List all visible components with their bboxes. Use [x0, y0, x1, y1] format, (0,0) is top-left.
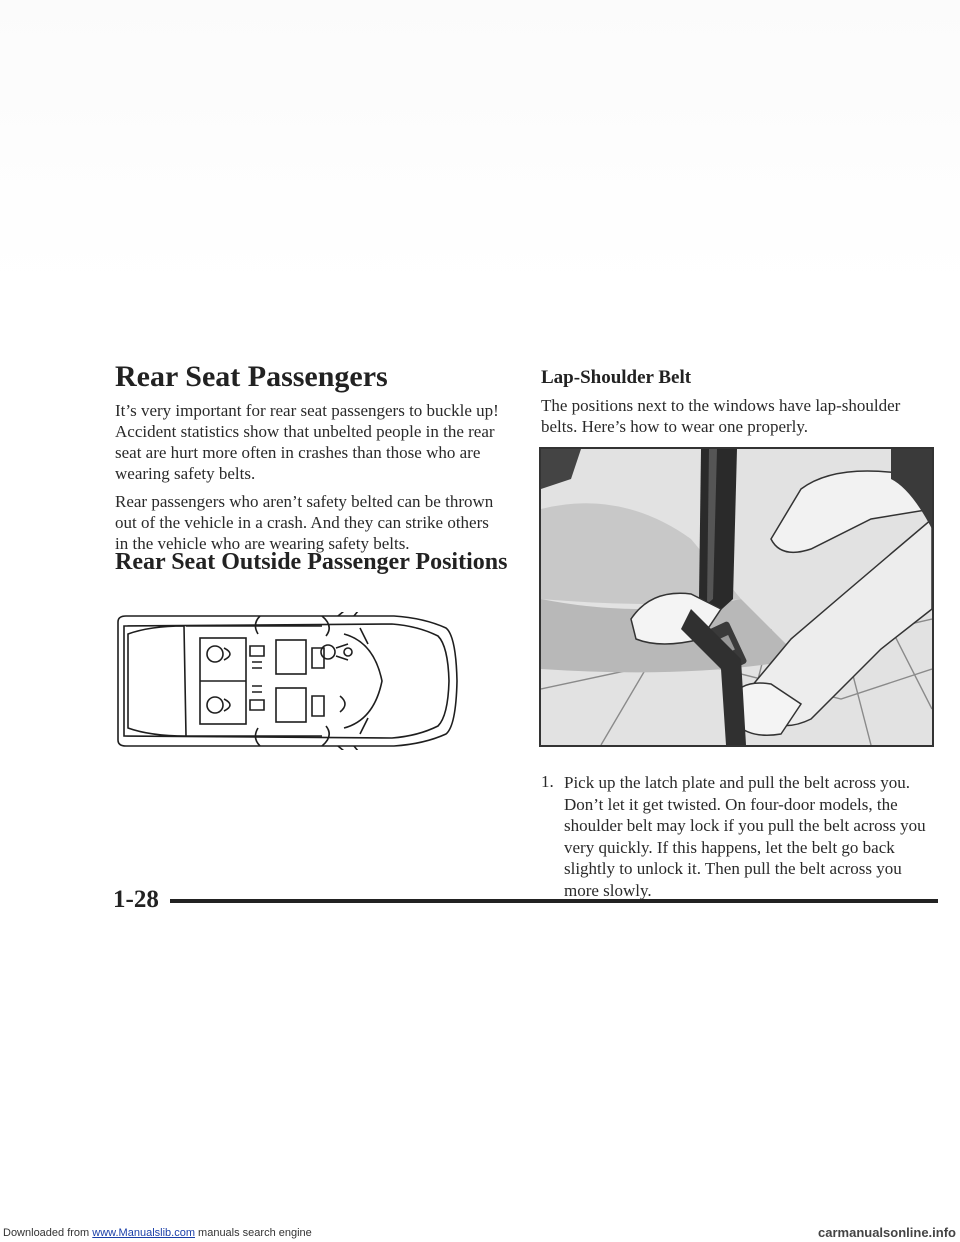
- step-instruction: [564, 772, 944, 901]
- text-line: more slowly.: [564, 880, 652, 900]
- text-line: shoulder belt may lock if you pull the belt across you: [564, 816, 926, 835]
- buckling-belt-illustration-icon: [541, 449, 932, 745]
- paragraph-unbelted-thrown: [115, 491, 515, 554]
- footer-text: [3, 1227, 312, 1239]
- text-line: It’s very important for rear seat passengers to buckle up!: [115, 401, 499, 420]
- text-line: very quickly. If this happens, let the belt go back: [564, 837, 895, 857]
- paragraph-lap-shoulder-intro: [541, 395, 941, 437]
- text-line: seat are hurt more often in crashes than those who are: [115, 443, 481, 462]
- text-line: Don’t let it get twisted. On four-door models, the: [564, 794, 898, 814]
- download-footer: [0, 1225, 960, 1242]
- manualslib-link[interactable]: www.Manualslib.com: [92, 1227, 195, 1239]
- photo-frame: [539, 447, 934, 747]
- watermark: carmanualsonline.info: [818, 1225, 956, 1240]
- text-line: The positions next to the windows have lap-shoulder: [541, 396, 901, 415]
- text-line: in the vehicle who are wearing safety belts.: [115, 534, 410, 553]
- text-line: Pick up the latch plate and pull the belt across you.: [564, 773, 911, 792]
- horizontal-rule: [170, 899, 938, 903]
- step-number: 1.: [541, 772, 554, 791]
- heading-rear-seat-outside-positions: Rear Seat Outside Passenger Positions: [115, 549, 508, 575]
- text-line: slightly to unlock it. Then pull the belt across you: [564, 859, 902, 878]
- text-line: wearing safety belts.: [115, 464, 256, 483]
- car-seating-diagram-icon: [112, 612, 464, 750]
- text-line: Accident statistics show that unbelted people in the rear: [115, 422, 495, 441]
- text-line: belts. Here’s how to wear one properly.: [541, 417, 809, 436]
- heading-lap-shoulder-belt: Lap-Shoulder Belt: [541, 367, 692, 388]
- footer-prefix: Downloaded from: [3, 1227, 93, 1239]
- page-header-band: [0, 0, 960, 290]
- page-number: 1-28: [113, 886, 159, 913]
- text-line: Rear passengers who aren’t safety belted can be thrown: [115, 492, 494, 511]
- heading-rear-seat-passengers: Rear Seat Passengers: [115, 360, 388, 393]
- text-line: out of the vehicle in a crash. And they can strike others: [115, 513, 489, 532]
- paragraph-buckle-up: [115, 400, 515, 484]
- footer-suffix: manuals search engine: [194, 1227, 312, 1239]
